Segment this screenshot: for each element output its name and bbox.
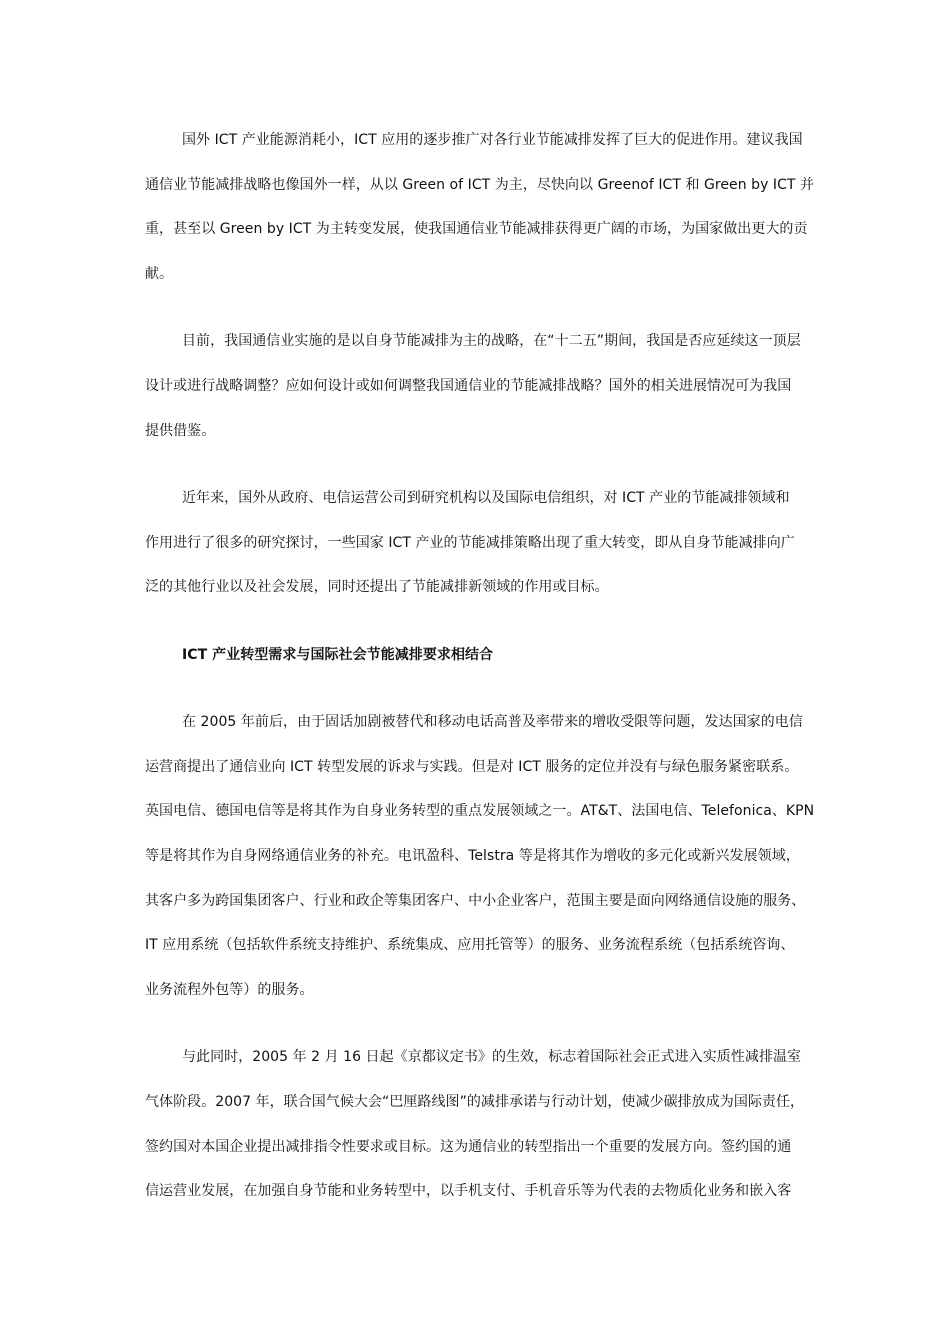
text-line: 近年来，国外从政府、电信运营公司到研究机构以及国际电信组织，对 ICT 产业的节能减排领域和: [182, 490, 790, 506]
text-line: 目前，我国通信业实施的是以自身节能减排为主的战略，在“十二五”期间，我国是否应延续这一顶层: [182, 333, 801, 349]
text-line: 运营商提出了通信业向 ICT 转型发展的诉求与实践。但是对 ICT 服务的定位并没有与绿色服务紧密联系。: [145, 759, 799, 775]
text-line: 气体阶段。2007 年，联合国气候大会“巴厘路线图”的减排承诺与行动计划，使减少碳排放成为国际责任，: [145, 1094, 805, 1110]
text-line: 等是将其作为自身网络通信业务的补充。电讯盈科、Telstra 等是将其作为增收的多元化或新兴发展领域，: [145, 848, 800, 864]
text-line: 重，甚至以 Green by ICT 为主转变发展，使我国通信业节能减排获得更广阔的市场，为国家做出更大的贡: [145, 221, 808, 237]
text-line: 提供借鉴。: [145, 423, 216, 439]
section-heading: ICT 产业转型需求与国际社会节能减排要求相结合: [182, 647, 494, 663]
text-line: 设计或进行战略调整？应如何设计或如何调整我国通信业的节能减排战略？国外的相关进展情况可为我国: [145, 378, 792, 394]
text-line: 英国电信、德国电信等是将其作为自身业务转型的重点发展领域之一。AT&T、法国电信、Telefonica、KPN: [145, 803, 815, 819]
text-line: 其客户多为跨国集团客户、行业和政企等集团客户、中小企业客户，范围主要是面向网络通信设施的服务、: [145, 893, 806, 909]
text-line: 国外 ICT 产业能源消耗小，ICT 应用的逐步推广对各行业节能减排发挥了巨大的促进作用。建议我国: [182, 132, 803, 148]
text-line: 业务流程外包等）的服务。: [145, 982, 314, 998]
text-line: 作用进行了很多的研究探讨，一些国家 ICT 产业的节能减排策略出现了重大转变，即从自身节能减排向广: [145, 535, 795, 551]
text-line: 通信业节能减排战略也像国外一样，从以 Green of ICT 为主，尽快向以 Greenof ICT 和 Green by ICT 并: [145, 177, 815, 193]
text-line: 信运营业发展，在加强自身节能和业务转型中，以手机支付、手机音乐等为代表的去物质化业务和嵌入客: [145, 1183, 792, 1199]
text-line: 签约国对本国企业提出减排指令性要求或目标。这为通信业的转型指出一个重要的发展方向。签约国的通: [145, 1139, 792, 1155]
text-line: 献。: [145, 266, 174, 282]
text-line: 泛的其他行业以及社会发展，同时还提出了节能减排新领域的作用或目标。: [145, 579, 609, 595]
text-line: 在 2005 年前后，由于固话加剧被替代和移动电话高普及率带来的增收受限等问题，发达国家的电信: [182, 714, 803, 730]
text-line: 与此同时，2005 年 2 月 16 日起《京都议定书》的生效，标志着国际社会正式进入实质性减排温室: [182, 1049, 802, 1065]
text-line: IT 应用系统（包括软件系统支持维护、系统集成、应用托管等）的服务、业务流程系统（包括系统咨询、: [145, 937, 795, 953]
